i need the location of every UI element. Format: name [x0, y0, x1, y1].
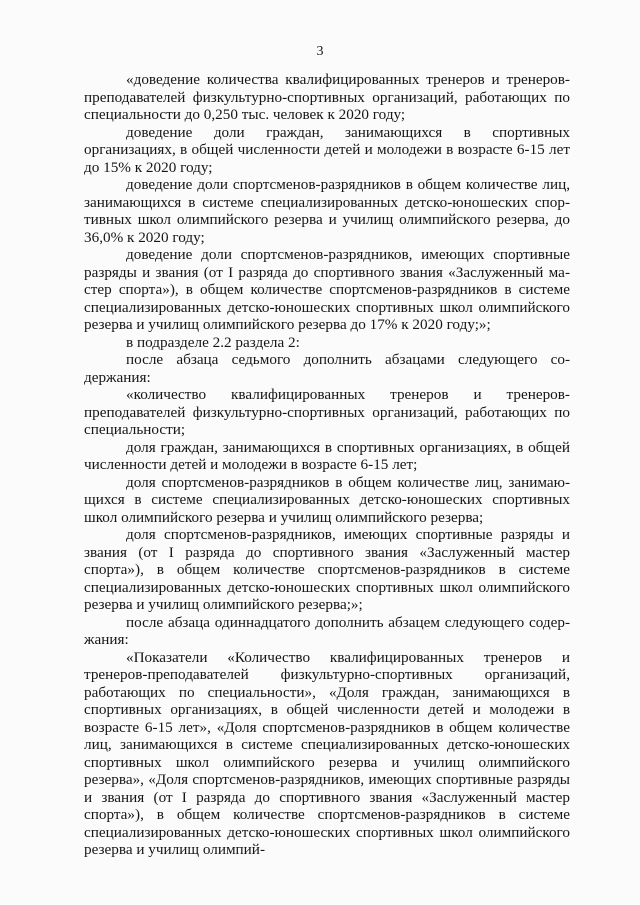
- paragraph: после абзаца седьмого дополнить абзацами следующего содержания:: [84, 351, 570, 386]
- paragraph: доведение доли граждан, занимающихся в спортивных организациях, в общей численности детей и молодежи в возрасте 6-15 лет до 15% к 2020 году;: [84, 123, 570, 176]
- paragraph: «Показатели «Количество квалифицированных тренеров и тренеров-преподавателей физкультурно-спортивных организаций, работающих по специальности», «Доля граждан, занимающихся в спортивных организациях, в общей численности детей и молодежи в возрасте 6-15 лет», «Доля спортсменов-разрядников в общем количестве лиц, занимающихся в системе специализированных детско-юношеских спортивных школ олимпийского резерва и училищ олимпийского резерва», «Доля спортсменов-разрядников, имеющих спортивные разряды и звания (от I разряда до спортивного звания «Заслуженный мастер спорта»), в общем количестве спортсменов-разрядников в системе специализированных детско-юношеских спортивных школ олимпийского резерва и училищ олимпий-: [84, 648, 570, 858]
- document-body: [84, 71, 570, 859]
- paragraph: доля спортсменов-разрядников в общем количестве лиц, занимающихся в системе специализированных детско-юношеских спортивных школ олимпийского резерва и училищ олимпийского резерва;: [84, 473, 570, 526]
- paragraph: «количество квалифицированных тренеров и тренеров-преподавателей физкультурно-спортивных организаций, работающих по специальности;: [84, 386, 570, 438]
- paragraph: после абзаца одиннадцатого дополнить абзацем следующего содержания:: [84, 613, 570, 648]
- page-number: 3: [316, 44, 324, 59]
- paragraph: доведение доли спортсменов-разрядников в общем количестве лиц, занимающихся в системе специализированных детско-юношеских спортивных школ олимпийского резерва и училищ олимпийского резерва, до 36,0% к 2020 году;: [84, 176, 570, 246]
- paragraph: доля граждан, занимающихся в спортивных организациях, в общей численности детей и молодежи в возрасте 6-15 лет;: [84, 438, 570, 473]
- paragraph: доля спортсменов-разрядников, имеющих спортивные разряды и звания (от I разряда до спортивного звания «Заслуженный мастер спорта»), в общем количестве спортсменов-разрядников в системе специализированных детско-юношеских спортивных школ олимпийского резерва и училищ олимпийского резерва;»;: [84, 526, 570, 613]
- paragraph: доведение доли спортсменов-разрядников, имеющих спортивные разряды и звания (от I разряда до спортивного звания «Заслуженный мастер спорта»), в общем количестве спортсменов-разрядников в системе специализированных детско-юношеских спортивных школ олимпийского резерва и училищ олимпийского резерва до 17% к 2020 году;»;: [84, 246, 570, 333]
- paragraph: «доведение количества квалифицированных тренеров и тренеров-преподавателей физкультурно-спортивных организаций, работающих по специальности до 0,250 тыс. человек к 2020 году;: [84, 71, 570, 123]
- paragraph: в подразделе 2.2 раздела 2:: [126, 333, 300, 351]
